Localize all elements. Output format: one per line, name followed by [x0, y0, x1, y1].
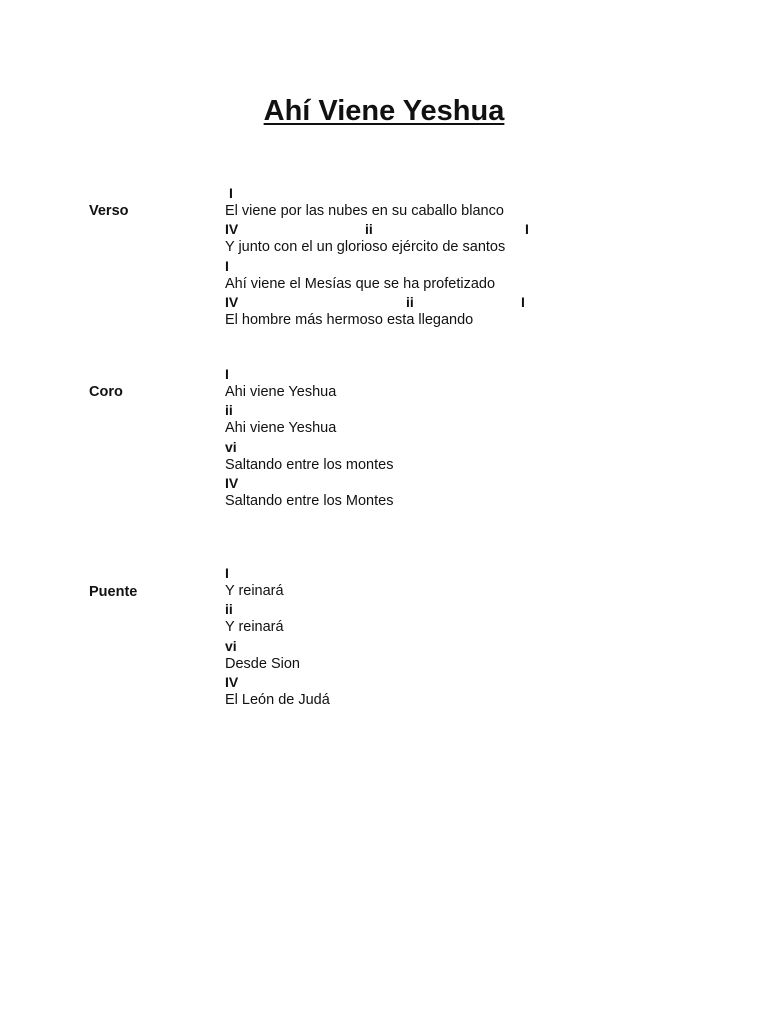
chord: IV — [225, 293, 239, 310]
lyric-line: Y reinará — [225, 619, 284, 636]
lyric-line: Desde Sion — [225, 655, 300, 672]
chord: IV — [225, 474, 239, 491]
chord-row — [225, 257, 605, 275]
chord-row — [225, 184, 605, 202]
chord: vi — [225, 637, 237, 654]
chord-row — [225, 293, 605, 311]
chord-row — [225, 673, 605, 691]
lyric-line: Ahi viene Yeshua — [225, 384, 337, 400]
chord-row — [225, 600, 605, 618]
puente-lines — [225, 564, 605, 709]
coro-lines — [225, 365, 605, 510]
chord: ii — [225, 402, 233, 419]
chord: I — [521, 293, 525, 310]
verso-lines — [225, 184, 605, 329]
chord-row — [225, 564, 605, 582]
lyric-line: Saltando entre los Montes — [225, 492, 394, 509]
lyric-line: Ahí viene el Mesías que se ha profetizado — [225, 275, 496, 292]
chord: ii — [365, 221, 373, 238]
chord-row — [225, 401, 605, 419]
lyric-line: El viene por las nubes en su caballo blanco — [225, 203, 504, 219]
chord: I — [225, 366, 229, 382]
lyric-line: El León de Judá — [225, 691, 330, 708]
chord: I — [225, 565, 229, 581]
section-label-coro: Coro — [89, 384, 123, 400]
chord: I — [229, 185, 233, 201]
chord: I — [525, 221, 529, 238]
chord: ii — [225, 601, 233, 618]
lyric-line: Saltando entre los montes — [225, 456, 394, 473]
chord: IV — [225, 221, 239, 238]
chord-row — [225, 438, 605, 456]
chord-row — [225, 637, 605, 655]
chord: ii — [406, 293, 414, 310]
lyric-line: Y reinará — [225, 583, 284, 599]
lyric-line: Ahi viene Yeshua — [225, 420, 337, 437]
chord: IV — [225, 673, 239, 690]
chord-row — [225, 365, 605, 383]
chord: vi — [225, 438, 237, 455]
section-label-puente: Puente — [89, 584, 138, 600]
chord-row — [225, 220, 605, 238]
chord-row — [225, 474, 605, 492]
chord: I — [225, 257, 229, 274]
lyric-line: Y junto con el un glorioso ejército de santos — [225, 239, 506, 256]
song-title: Ahí Viene Yeshua — [263, 95, 505, 127]
lyric-line: El hombre más hermoso esta llegando — [225, 311, 474, 328]
section-label-verso: Verso — [89, 203, 129, 219]
